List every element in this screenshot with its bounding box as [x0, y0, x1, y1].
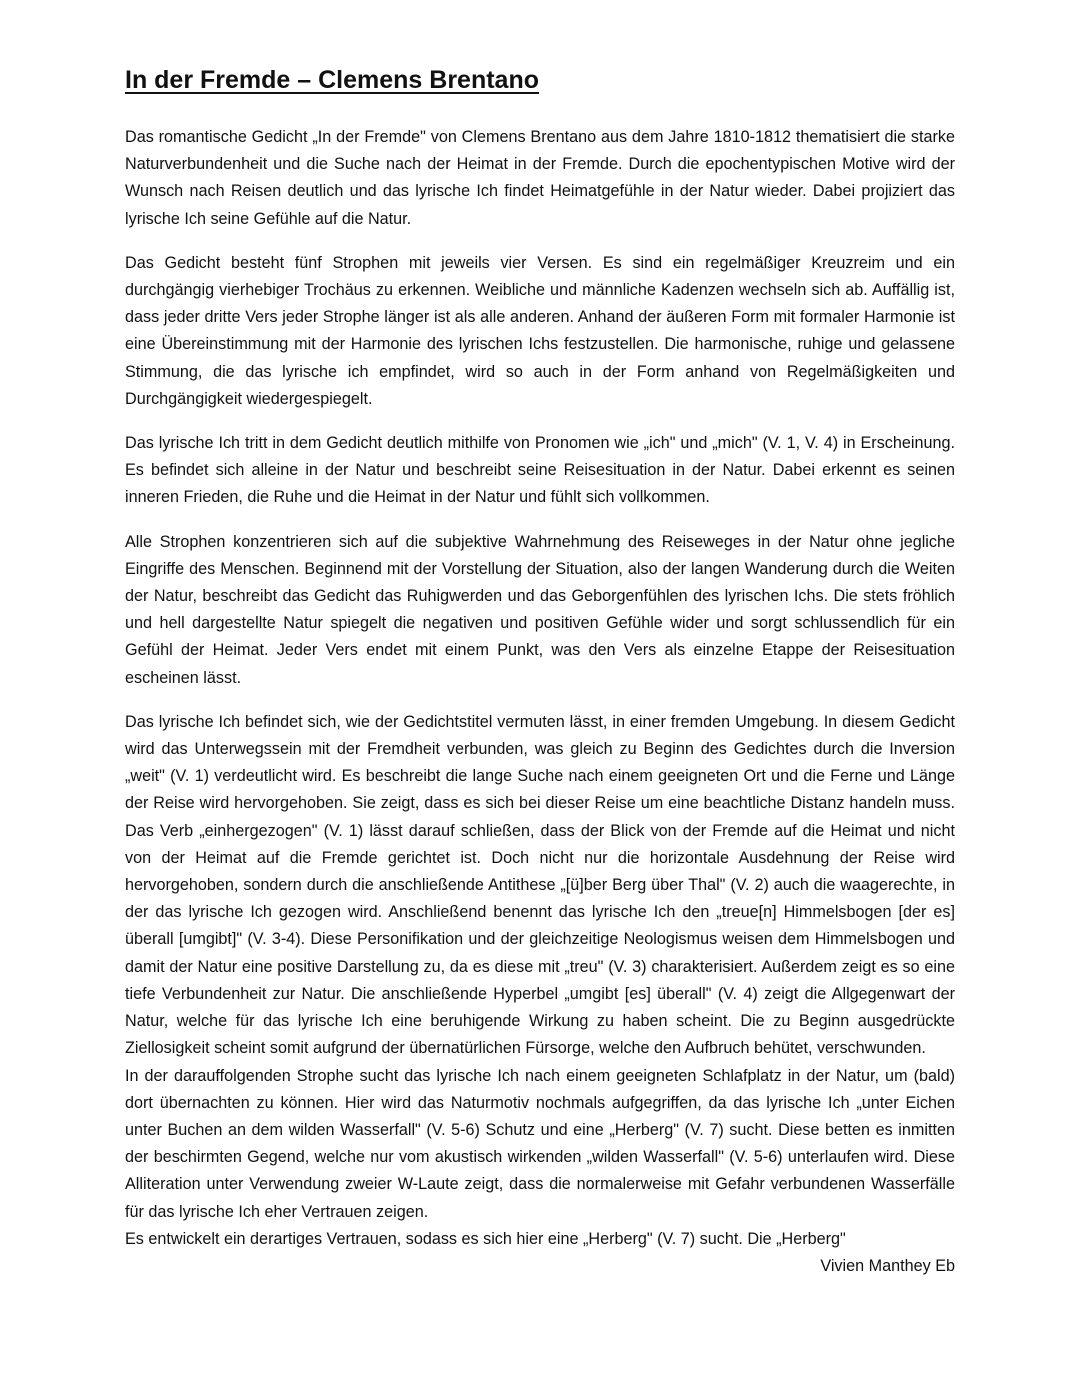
paragraph-stanzas: Alle Strophen konzentrieren sich auf die subjektive Wahrnehmung des Reiseweges in der Natur ohne jegliche Eingriffe des Menschen. Beginnend mit der Vorstellung der Situation, also der langen Wanderung durch die Weiten der Natur, beschreibt das Gedicht das Ruhigwerden und das Geborgenfühlen des lyrischen Ichs. Die stets fröhlich und hell dargestellte Natur spiegelt die negativen und positiven Gefühle wider und sorgt schlussendlich für ein Gefühl der Heimat. Jeder Vers endet mit einem Punkt, was den Vers als einzelne Etappe der Reisesituation escheinen lässt.	[125, 532, 955, 687]
paragraph-lyric-self: Das lyrische Ich tritt in dem Gedicht deutlich mithilfe von Pronomen wie „ich" und „mich" (V. 1, V. 4) in Erscheinung. Es befindet sich alleine in der Natur und beschreibt seine Reisesituation in der Natur. Dabei erkennt es seinen inneren Frieden, die Ruhe und die Heimat in der Natur und fühlt sich vollkommen.	[125, 434, 955, 507]
paragraph-form: Das Gedicht besteht fünf Strophen mit jeweils vier Versen. Es sind ein regelmäßiger Kreuzreim und ein durchgängig vierhebiger Trochäus zu erkennen. Weibliche und männliche Kadenzen wechseln sich ab. Auffällig ist, dass jeder dritte Vers jeder Strophe länger ist als alle anderen. Anhand der äußeren Form mit formaler Harmonie ist eine Übereinstimmung mit der Harmonie des lyrischen Ichs festzustellen. Die harmonische, ruhige und gelassene Stimmung, die das lyrische ich empfindet, wird so auch in der Form anhand von Regelmäßigkeiten und Durchgängigkeit wiedergespiegelt.	[125, 253, 955, 408]
paragraph-intro: Das romantische Gedicht „In der Fremde" von Clemens Brentano aus dem Jahre 1810-1812 thematisiert die starke Naturverbundenheit und die Suche nach der Heimat in der Fremde. Durch die epochentypischen Motive wird der Wunsch nach Reisen deutlich und das lyrische Ich findet Heimatgefühle in der Natur wieder. Dabei projiziert das lyrische Ich seine Gefühle auf die Natur.	[125, 128, 955, 228]
document-page	[125, 62, 955, 1280]
page-title: In der Fremde – Clemens Brentano	[125, 66, 540, 94]
paragraph-analysis-1: Das lyrische Ich befindet sich, wie der Gedichtstitel vermuten lässt, in einer fremden Umgebung. In diesem Gedicht wird das Unterwegssein mit der Fremdheit verbunden, was gleich zu Beginn des Gedichtes durch die Inversion „weit" (V. 1) verdeutlicht wird. Es beschreibt die lange Suche nach einem geeigneten Ort und die Ferne und Länge der Reise wird hervorgehoben. Sie zeigt, dass es sich bei dieser Reise um eine beachtliche Distanz handeln muss. Das Verb „einhergezogen" (V. 1) lässt darauf schließen, dass der Blick von der Fremde auf die Heimat und nicht von der Heimat auf die Fremde gerichtet ist. Doch nicht nur die horizontale Ausdehnung der Reise wird hervorgehoben, sondern durch die anschließende Antithese „[ü]ber Berg über Thal" (V. 2) auch die waagerechte, in der das lyrische Ich gezogen wird. Anschließend benennt das lyrische Ich den „treue[n] Himmelsbogen [der es] überall [umgibt]" (V. 3-4). Diese Personifikation und der gleichzeitige Neologismus weisen dem Himmelsbogen und damit der Natur eine positive Darstellung zu, da es diese mit „treu" (V. 3) charakterisiert. Außerdem zeigt es so eine tiefe Verbundenheit zur Natur. Die anschließende Hyperbel „umgibt [es] überall" (V. 4) zeigt die Allgegenwart der Natur, welche für das lyrische Ich eine beruhigende Wirkung zu haben scheint. Die zu Beginn ausgedrückte Ziellosigkeit scheint somit aufgrund der übernatürlichen Fürsorge, welche den Aufbruch behütet, verschwunden.	[125, 712, 955, 1058]
paragraph-analysis-3: Es entwickelt ein derartiges Vertrauen, sodass es sich hier eine „Herberg" (V. 7) sucht. Die „Herberg"	[125, 1229, 846, 1248]
author-signature: Vivien Manthey Eb	[820, 1256, 955, 1275]
paragraph-analysis-2: In der darauffolgenden Strophe sucht das lyrische Ich nach einem geeigneten Schlafplatz in der Natur, um (bald) dort übernachten zu können. Hier wird das Naturmotiv nochmals aufgegriffen, da das lyrische Ich „unter Eichen unter Buchen an dem wilden Wasserfall" (V. 5-6) Schutz und eine „Herberg" (V. 7) sucht. Diese betten es inmitten der beschirmten Gegend, welche nur vom akustisch wirkenden „wilden Wasserfall" (V. 5-6) unterlaufen wird. Diese Alliteration unter Verwendung zweier W-Laute zeigt, dass die normalerweise mit Gefahr verbundenen Wasserfälle für das lyrische Ich eher Vertrauen zeigen.	[125, 1066, 955, 1221]
